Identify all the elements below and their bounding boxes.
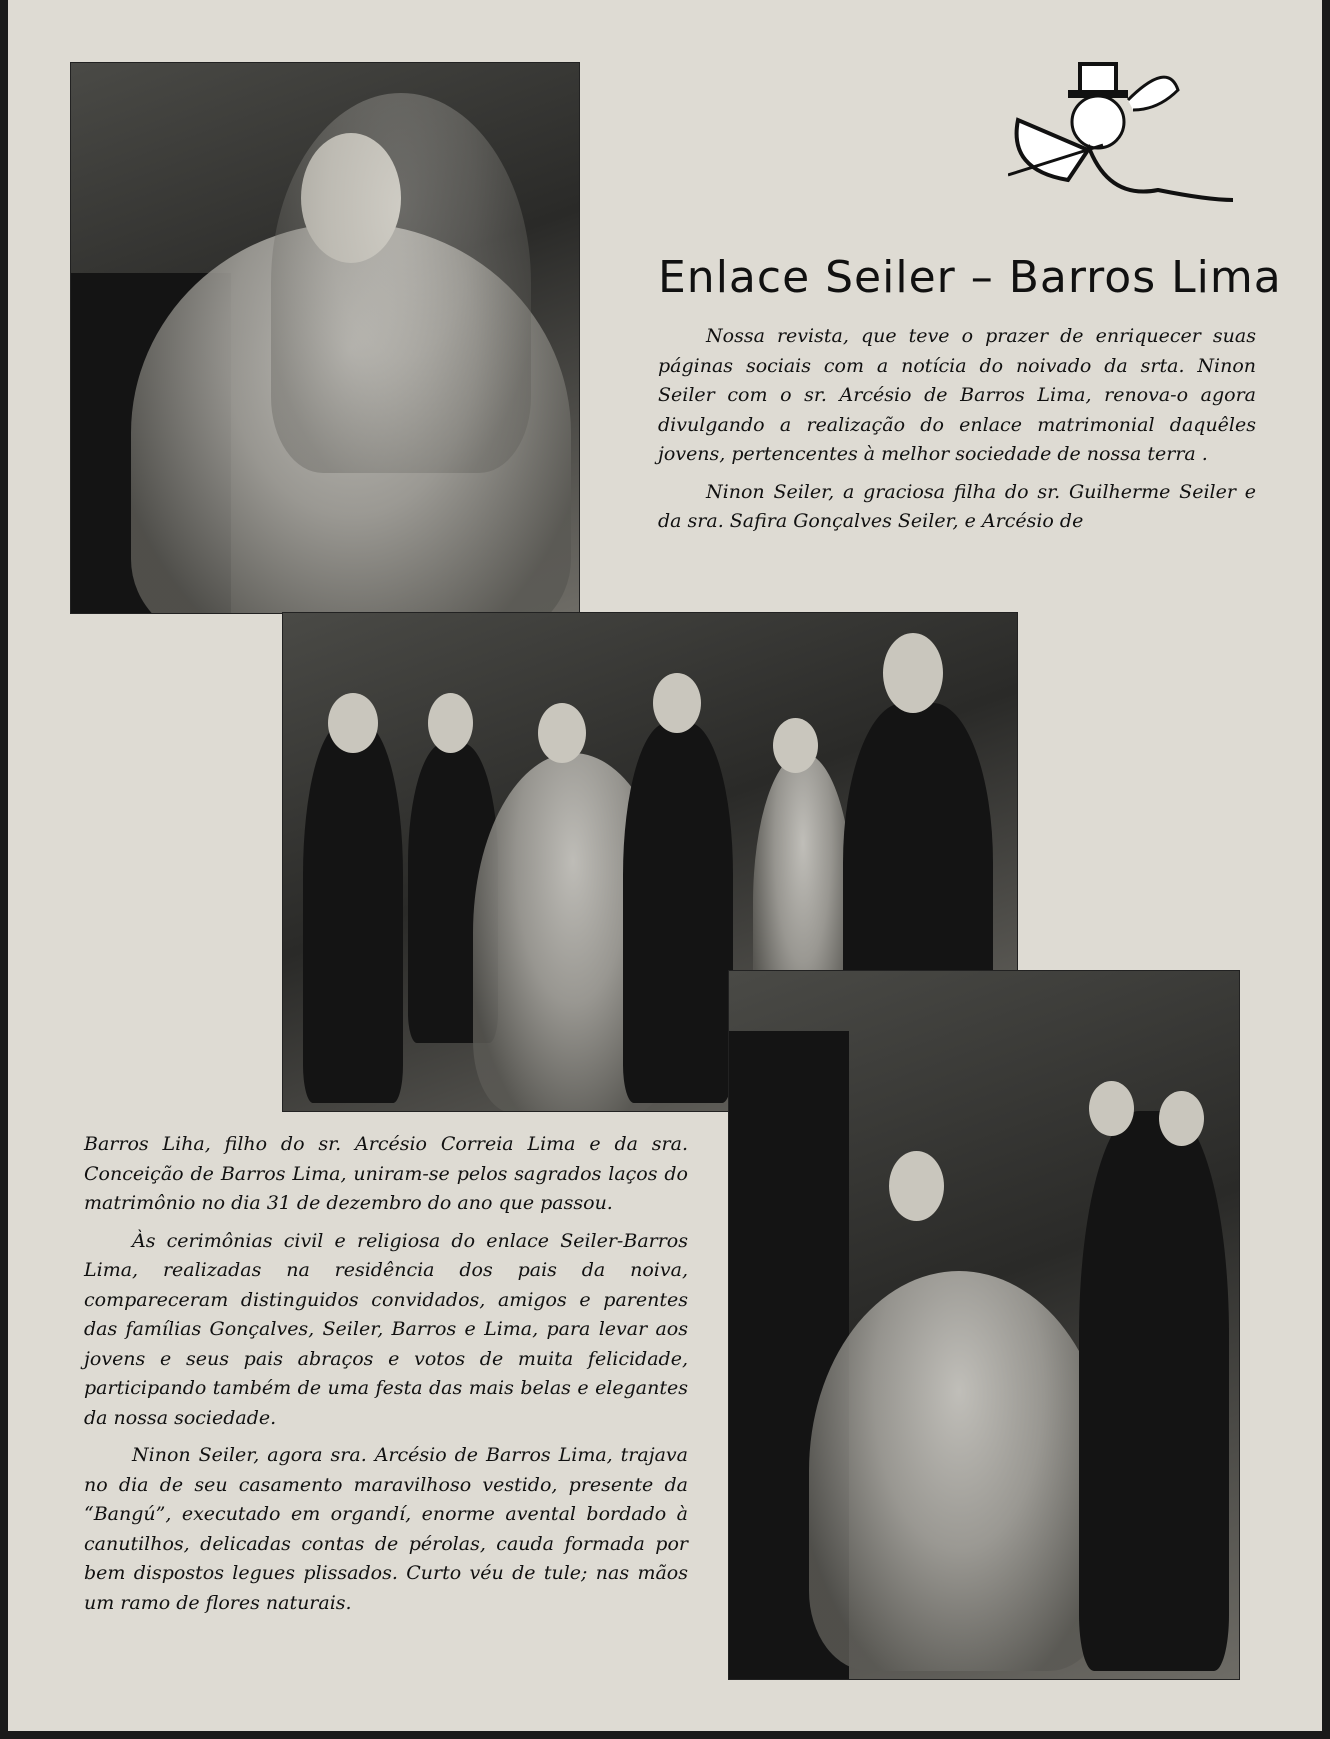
article-title: Enlace Seiler – Barros Lima xyxy=(658,252,1282,303)
text-column-bottom xyxy=(84,1130,688,1626)
bride-portrait-photo xyxy=(70,62,580,614)
bride-dancing-photo xyxy=(728,970,1240,1680)
paragraph-2-cont: Barros Liha, filho do sr. Arcésio Correia Lima e da sra. Conceição de Barros Lima, uniram-se pelos sagrados laços do matrimônio no dia 31 de dezembro do ano que passou. xyxy=(84,1133,688,1214)
text-column-top xyxy=(658,322,1256,545)
paragraph-4: Ninon Seiler, agora sra. Arcésio de Barros Lima, trajava no dia de seu casamento maravilhoso vestido, presente da “Bangú”, executado em organdí, enorme avental bordado à canutilhos, delicadas contas de pérolas, cauda formada por bem dispostos legues plissados. Curto véu de tule; nas mãos um ramo de flores naturais. xyxy=(84,1444,688,1614)
magazine-page xyxy=(8,0,1322,1731)
paragraph-2-start: Ninon Seiler, a graciosa filha do sr. Guilherme Seiler e da sra. Safira Gonçalves Seiler, e Arcésio de xyxy=(658,480,1256,532)
paragraph-3: Às cerimônias civil e religiosa do enlace Seiler-Barros Lima, realizadas na residência dos pais da noiva, compareceram distinguidos convidados, amigos e parentes das famílias Gonçalves, Seiler, Barros e Lima, para levar aos jovens e seus pais abraços e votos de muita felicidade, participando também de uma festa das mais belas e elegantes da nossa sociedade. xyxy=(84,1229,688,1429)
paragraph-1: Nossa revista, que teve o prazer de enriquecer suas páginas sociais com a notícia do noivado da srta. Ninon Seiler com o sr. Arcésio de Barros Lima, renova-o agora divulgando a realização do enlace matrimonial daquêles jovens, pertencentes à melhor sociedade de nossa terra . xyxy=(658,325,1256,465)
cupid-with-top-hat-icon xyxy=(1008,50,1248,210)
